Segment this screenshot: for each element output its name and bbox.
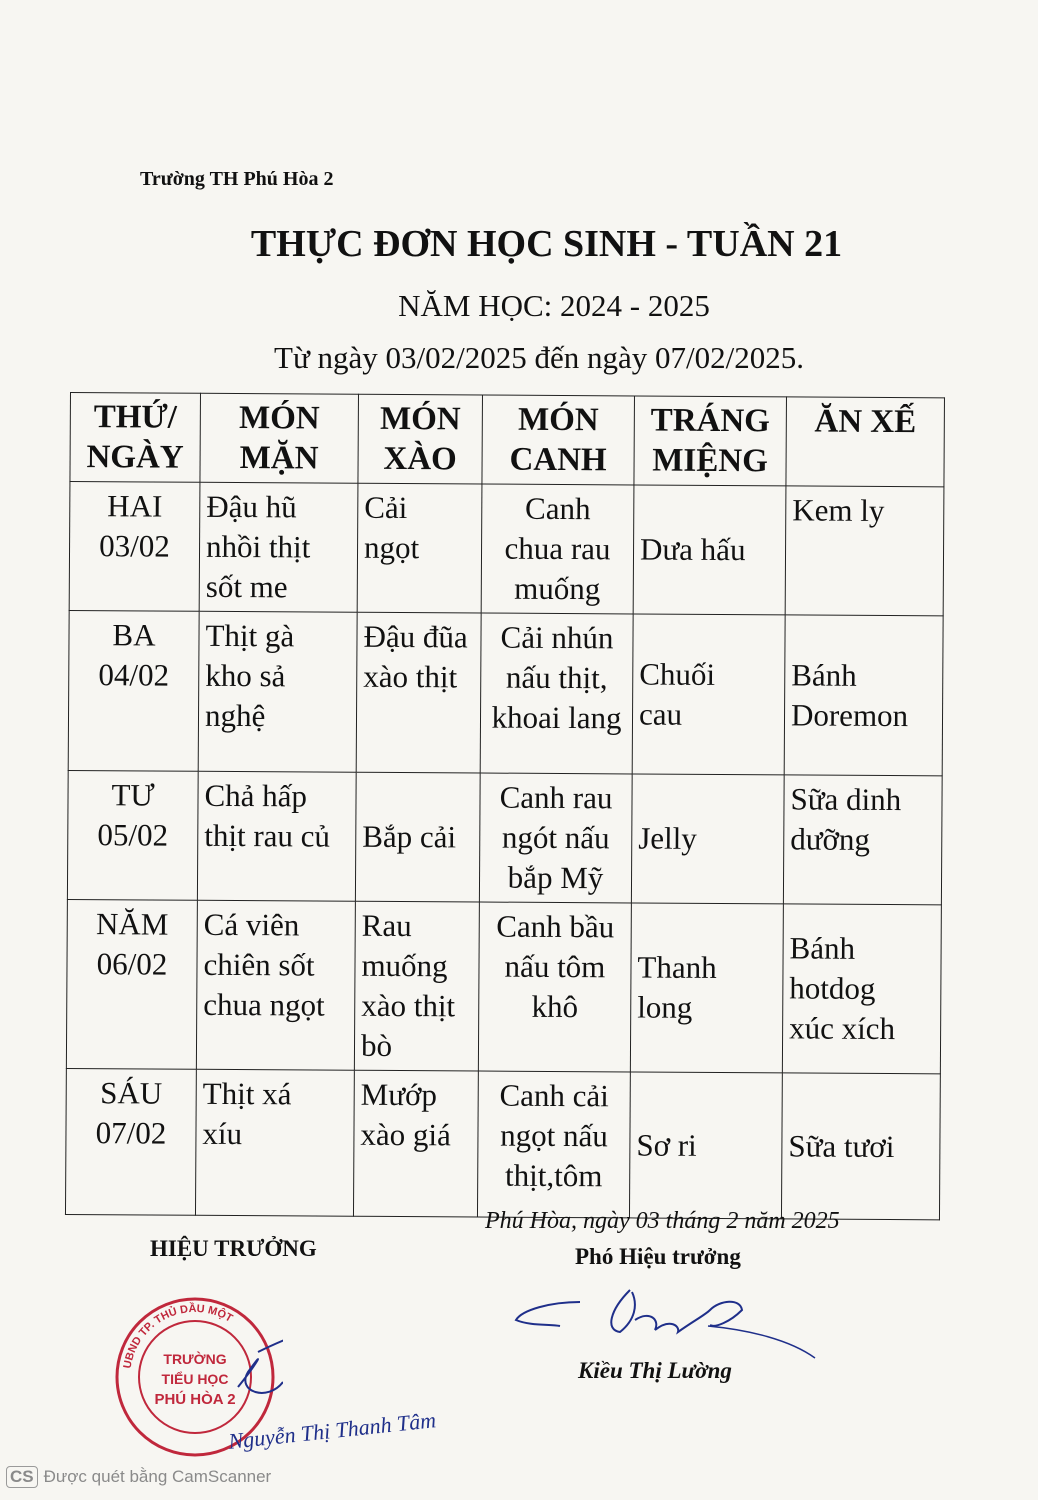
dessert-cell <box>631 774 784 904</box>
seal-line-2: TIỂU HỌC <box>161 1371 229 1387</box>
cell-line: Canh <box>524 490 591 527</box>
dessert-cell <box>632 614 785 775</box>
column-header-line: THỨ/ <box>93 399 178 436</box>
camscanner-logo-icon: CS <box>6 1466 38 1488</box>
table-row <box>65 1068 940 1219</box>
vice-principal-title: Phó Hiệu trưởng <box>575 1244 741 1269</box>
cell-line: bắp Mỹ <box>507 859 604 896</box>
main-dish-cell <box>197 771 356 901</box>
main-dish-cell <box>195 1069 354 1216</box>
cell-line: Chả hấp <box>204 777 308 814</box>
cell-line: Canh bầu <box>496 908 615 945</box>
cell-line: bò <box>360 1027 393 1063</box>
main-dish-cell <box>196 900 355 1070</box>
scanner-watermark <box>6 1466 271 1488</box>
cell-line: muống <box>361 947 448 984</box>
cell-line: nhồi thịt <box>205 528 311 565</box>
soup-cell <box>481 484 634 614</box>
cell-line: hotdog <box>789 970 876 1006</box>
cell-line: SÁU <box>100 1075 163 1111</box>
cell-line: kho sả <box>205 657 286 694</box>
column-header-line: NGÀY <box>86 439 184 476</box>
cell-line: ngọt nấu <box>500 1117 608 1154</box>
column-header <box>482 395 635 485</box>
snack-cell <box>784 615 943 776</box>
column-header-line: MÓN <box>238 400 320 437</box>
column-header <box>634 396 787 486</box>
cell-line: TƯ <box>111 777 155 813</box>
day-cell <box>68 610 199 771</box>
day-cell <box>65 1068 196 1215</box>
cell-line: Sữa dinh <box>790 781 902 818</box>
soup-cell <box>479 773 632 903</box>
column-header <box>70 393 201 483</box>
table-row <box>68 610 943 775</box>
cell-line: Cá viên <box>203 906 300 943</box>
dessert-cell <box>633 485 786 615</box>
column-header <box>358 394 483 484</box>
cell-line: HAI <box>107 488 163 524</box>
table-body <box>65 482 943 1220</box>
principal-name: Nguyễn Thị Thanh Tâm <box>227 1407 438 1454</box>
snack-cell <box>783 775 942 905</box>
cell-line: khô <box>531 988 579 1025</box>
cell-line: 05/02 <box>97 817 169 853</box>
principal-title: HIỆU TRƯỞNG <box>150 1236 317 1261</box>
cell-line: Thịt gà <box>205 617 295 654</box>
snack-cell <box>785 486 944 616</box>
main-dish-cell <box>199 482 358 612</box>
cell-line: xúc xích <box>789 1010 896 1047</box>
date-range: Từ ngày 03/02/2025 đến ngày 07/02/2025. <box>274 340 804 375</box>
snack-cell <box>781 1073 940 1220</box>
cell-line: NĂM <box>95 906 169 942</box>
cell-line: 06/02 <box>96 946 168 982</box>
cell-line: thịt,tôm <box>504 1157 603 1194</box>
cell-line: thịt rau củ <box>204 817 331 854</box>
cell-line: Rau <box>361 907 412 944</box>
cell-line: 03/02 <box>99 528 170 564</box>
main-dish-cell <box>198 611 357 772</box>
cell-line: nấu tôm <box>504 948 606 985</box>
soup-cell <box>478 902 631 1072</box>
cell-line: Dưa hấu <box>639 531 746 568</box>
cell-line: BA <box>112 617 156 653</box>
cell-line: muống <box>514 570 601 607</box>
cell-line: ngót nấu <box>501 819 610 856</box>
snack-cell <box>782 904 941 1074</box>
cell-line: Jelly <box>638 820 697 856</box>
column-header-line: MẶN <box>239 440 319 477</box>
stir-fry-cell <box>357 483 482 613</box>
soup-cell <box>477 1071 630 1218</box>
cell-line: Đậu hũ <box>206 488 297 525</box>
stir-fry-cell <box>356 612 481 773</box>
column-header-line: MIỆNG <box>652 442 768 480</box>
column-header-line: ĂN XẾ <box>814 403 917 441</box>
cell-line: ngọt <box>363 529 420 566</box>
cell-line: Đậu đũa <box>363 618 468 655</box>
cell-line: chua ngọt <box>203 986 325 1023</box>
column-header-line: CANH <box>509 441 607 479</box>
school-name: Trường TH Phú Hòa 2 <box>140 168 334 190</box>
cell-line: Bánh <box>789 930 856 966</box>
day-cell <box>66 899 197 1069</box>
cell-line: sốt me <box>205 568 288 605</box>
soup-cell <box>480 613 633 774</box>
cell-line: xào thịt <box>363 658 458 695</box>
table-header-row <box>70 393 945 487</box>
cell-line: xào thịt <box>361 987 456 1024</box>
cell-line: Bánh <box>791 656 857 693</box>
dessert-cell <box>630 903 783 1073</box>
cell-line: Doremon <box>790 696 909 733</box>
column-header <box>786 397 945 487</box>
cell-line: chua rau <box>504 530 611 567</box>
column-header-line: MÓN <box>379 400 461 438</box>
cell-line: Mướp <box>360 1076 438 1113</box>
cell-line: Cải <box>364 489 408 526</box>
day-cell <box>69 482 200 612</box>
cell-line: Cải nhún <box>500 619 614 656</box>
cell-line: Canh rau <box>499 779 613 816</box>
column-header-line: MÓN <box>517 401 599 439</box>
cell-line: nghệ <box>204 697 266 734</box>
cell-line: Bắp cải <box>362 818 457 855</box>
school-year: NĂM HỌC: 2024 - 2025 <box>398 288 710 323</box>
cell-line: Chuối <box>639 655 716 692</box>
cell-line: Canh cải <box>499 1077 609 1114</box>
scanner-text: Được quét bằng CamScanner <box>43 1467 272 1486</box>
dessert-cell <box>629 1072 782 1219</box>
cell-line: chiên sốt <box>203 946 315 983</box>
cell-line: nấu thịt, <box>505 659 608 696</box>
column-header-line: TRÁNG <box>650 402 771 440</box>
cell-line: khoai lang <box>491 699 622 736</box>
table-row <box>67 770 942 904</box>
place-date: Phú Hòa, ngày 03 tháng 2 năm 2025 <box>485 1208 840 1234</box>
stir-fry-cell <box>355 772 480 902</box>
cell-line: 07/02 <box>95 1115 167 1151</box>
cell-line: cau <box>638 695 683 732</box>
seal-line-1: TRƯỜNG <box>163 1351 227 1367</box>
stir-fry-cell <box>354 901 479 1071</box>
seal-ring-text: UBND TP. THỦ DẦU MỘT <box>121 1302 235 1370</box>
cell-line: Sơ ri <box>636 1126 697 1163</box>
cell-line: Sữa tươi <box>788 1127 895 1164</box>
column-header-line: XÀO <box>383 440 457 478</box>
day-cell <box>67 770 198 900</box>
vice-principal-name: Kiều Thị Lường <box>578 1358 732 1383</box>
page-title: THỰC ĐƠN HỌC SINH - TUẦN 21 <box>250 223 843 265</box>
cell-line: 04/02 <box>98 657 170 693</box>
column-header <box>200 393 359 483</box>
cell-line: xíu <box>202 1115 243 1152</box>
table-row <box>69 482 944 616</box>
seal-line-3: PHÚ HÒA 2 <box>154 1391 236 1408</box>
cell-line: xào giá <box>360 1116 451 1153</box>
cell-line: dưỡng <box>790 821 871 857</box>
cell-line: long <box>637 989 693 1025</box>
menu-table <box>65 392 945 1220</box>
stir-fry-cell <box>353 1070 478 1217</box>
cell-line: Thanh <box>637 949 717 985</box>
table-row <box>66 899 941 1073</box>
vice-principal-signature <box>510 1280 820 1365</box>
cell-line: Thịt xá <box>202 1075 292 1112</box>
cell-line: Kem ly <box>792 492 885 528</box>
